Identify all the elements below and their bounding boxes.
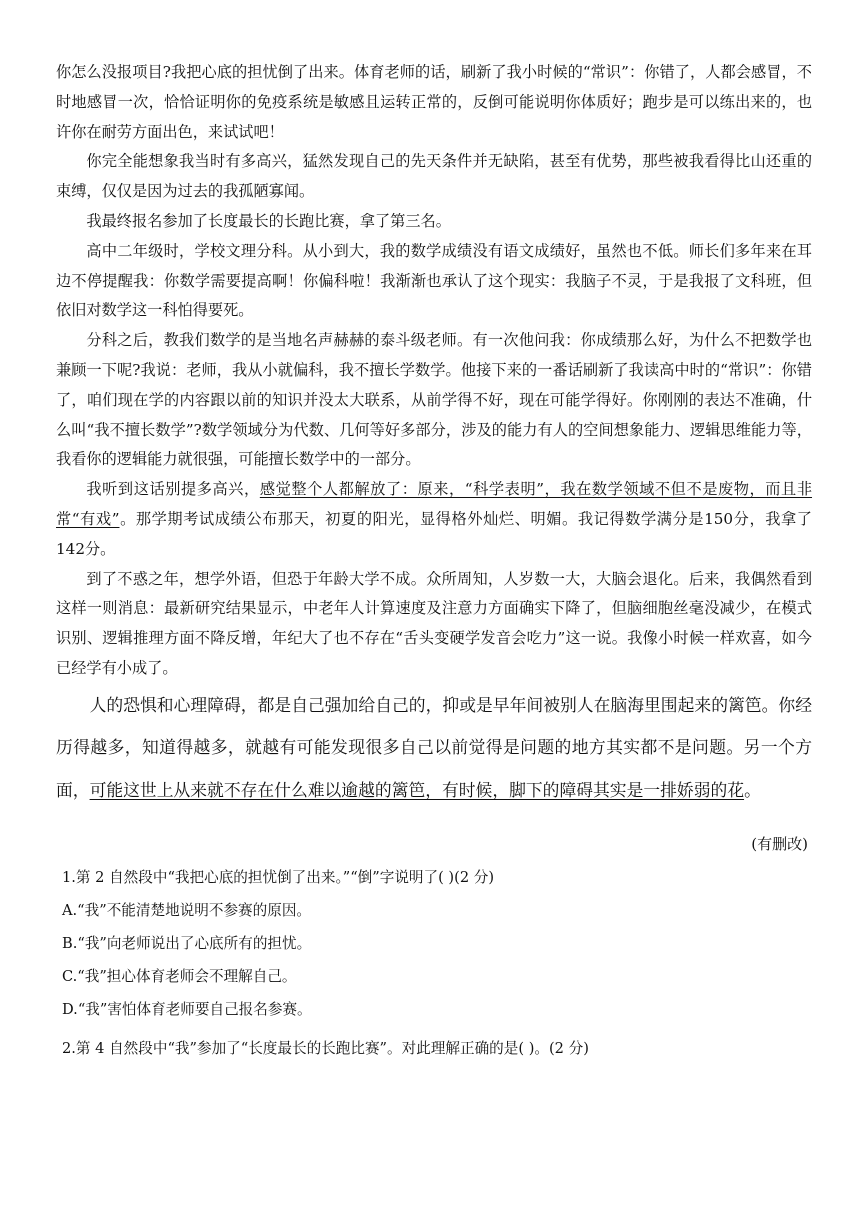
question-1-option-d: D.“我”害怕体育老师要自己报名参赛。 (62, 1001, 312, 1019)
source-note: (有删改) (751, 835, 808, 854)
paragraph-8-lead: 人的恐惧和心理障碍，都是自己强加给自己的，抑或是早年间被别人在脑海里围起来的篱笆。你经历得越多，知道得越多，就越有可能发现很多自己以前觉得是问题的地方其实都不是问题。另一个方面， (56, 694, 812, 800)
underlined-sentence-1: 感觉整个人都解放了：原来，“科学表明”，我在数学领域不但不是废物，而且非常“有戏” (56, 480, 813, 528)
paragraph-6-tail: 。那学期考试成绩公布那天，初夏的阳光，显得格外灿烂、明媚。我记得数学满分是150分，我拿了142分。 (56, 509, 812, 558)
paragraph-8-tail: 。 (744, 779, 761, 800)
paragraph-6-lead: 我听到这话别提多高兴， (86, 480, 260, 499)
question-1-option-a: A.“我”不能清楚地说明不参赛的原因。 (62, 902, 312, 920)
paragraph-2: 你完全能想象我当时有多高兴，猛然发现自己的先天条件并无缺陷，甚至有优势，那些被我看得比山还重的束缚，仅仅是因为过去的我孤陋寡闻。 (56, 152, 812, 201)
paragraph-3: 我最终报名参加了长度最长的长跑比赛，拿了第三名。 (86, 211, 451, 230)
question-2-stem: 2.第 4 自然段中“我”参加了“长度最长的长跑比赛”。对此理解正确的是( )。(2 分) (62, 1040, 589, 1058)
paragraph-8 (56, 684, 812, 812)
paragraph-5: 分科之后，教我们数学的是当地名声赫赫的泰斗级老师。有一次他问我：你成绩那么好，为什么不把数学也兼顾一下呢?我说：老师，我从小就偏科，我不擅长学数学。他接下来的一番话刷新了我读高中时的“常识”：你错了，咱们现在学的内容跟以前的知识并没太大联系，从前学得不好，现在可能学得好。你刚刚的表达不准确，什么叫“我不擅长数学”?数学领域分为代数、几何等好多部分，涉及的能力有人的空间想象能力、逻辑思维能力等，我看你的逻辑能力就很强，可能擅长数学中的一部分。 (56, 331, 812, 469)
document-page (56, 58, 812, 1065)
paragraph-1: 你怎么没报项目?我把心底的担忧倒了出来。体育老师的话，刷新了我小时候的“常识”：你错了，人都会感冒，不时地感冒一次，恰恰证明你的免疫系统是敏感且运转正常的，反倒可能说明你体质好；跑步是可以练出来的，也许你在耐劳方面出色，来试试吧！ (56, 63, 812, 141)
underlined-sentence-2: 可能这世上从来就不存在什么难以逾越的篱笆，有时候，脚下的障碍其实是一排娇弱的花 (89, 779, 745, 800)
paragraph-4: 高中二年级时，学校文理分科。从小到大，我的数学成绩没有语文成绩好，虽然也不低。师长们多年来在耳边不停提醒我：你数学需要提高啊！你偏科啦！我渐渐也承认了这个现实：我脑子不灵，于是我报了文科班，但依旧对数学这一科怕得要死。 (56, 241, 812, 320)
paragraph-6 (56, 475, 812, 564)
question-1-stem: 1.第 2 自然段中“我把心底的担忧倒了出来。”“倒”字说明了( )(2 分) (62, 869, 495, 887)
question-1-option-c: C.“我”担心体育老师会不理解自己。 (62, 968, 297, 986)
question-1-option-b: B.“我”向老师说出了心底所有的担忧。 (62, 935, 312, 953)
paragraph-7: 到了不惑之年，想学外语，但恐于年龄大学不成。众所周知，人岁数一大，大脑会退化。后来，我偶然看到这样一则消息：最新研究结果显示，中老年人计算速度及注意力方面确实下降了，但脑细胞丝毫没减少，在模式识别、逻辑推理方面不降反增，年纪大了也不存在“舌头变硬学发音会吃力”这一说。我像小时候一样欢喜，如今已经学有小成了。 (56, 569, 812, 677)
